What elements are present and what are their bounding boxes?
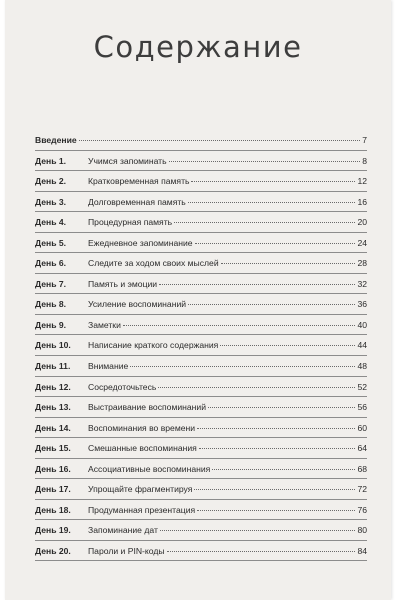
toc-page-number: 68 (357, 463, 367, 474)
dot-leader (169, 161, 361, 162)
dot-leader (191, 181, 355, 182)
toc-row (35, 294, 367, 315)
toc-chapter-title: Кратковременная память (88, 176, 190, 187)
dot-leader (197, 428, 355, 429)
toc-row (35, 151, 367, 172)
toc-day-label: День 16. (35, 463, 71, 474)
toc-day-label: День 15. (35, 443, 71, 454)
toc-chapter-title: Усиление воспоминаний (88, 299, 187, 310)
toc-chapter-title: Продуманная презентация (88, 504, 196, 515)
toc-page-number: 80 (357, 525, 367, 536)
toc-day-label: День 11. (35, 361, 71, 372)
toc-page-number: 20 (357, 217, 367, 228)
toc-day-label: День 7. (35, 278, 67, 289)
toc-row (35, 541, 367, 562)
toc-day-label: День 9. (35, 319, 67, 330)
dot-leader (197, 510, 355, 511)
toc-chapter-title: Ассоциативные воспоминания (88, 463, 211, 474)
toc-page-number: 56 (357, 402, 367, 413)
toc-chapter-title: Внимание (88, 361, 129, 372)
toc-day-label: День 17. (35, 484, 71, 495)
dot-leader (220, 345, 355, 346)
toc-chapter-title: Пароли и PIN-коды (88, 545, 165, 556)
toc-day-label: День 12. (35, 381, 71, 392)
dot-leader (188, 304, 355, 305)
toc-row (35, 397, 367, 418)
toc-day-label: День 1. (35, 155, 67, 166)
toc-chapter-title: Память и эмоции (88, 278, 158, 289)
toc-chapter-title: Следите за ходом своих мыслей (88, 258, 219, 269)
dot-leader (79, 140, 361, 141)
toc-day-label: День 10. (35, 340, 71, 351)
toc-row (35, 459, 367, 480)
toc-chapter-title: Смешанные воспоминания (88, 443, 197, 454)
toc-row (35, 438, 367, 459)
toc-chapter-title: Упрощайте фрагментируя (88, 484, 193, 495)
dot-leader (208, 407, 355, 408)
dot-leader (123, 325, 356, 326)
dot-leader (212, 469, 355, 470)
toc-intro-page: 7 (362, 135, 367, 145)
toc-page-number: 36 (357, 299, 367, 310)
toc-day-label: День 14. (35, 422, 71, 433)
toc-day-label: День 4. (35, 217, 67, 228)
toc-row (35, 520, 367, 541)
dot-leader (199, 448, 356, 449)
toc-chapter-title: Написание краткого содержания (88, 340, 219, 351)
toc-day-label: День 5. (35, 237, 67, 248)
dot-leader (188, 202, 356, 203)
toc-chapter-title: Заметки (88, 319, 121, 330)
toc-page-number: 16 (357, 196, 367, 207)
toc-day-label: День 13. (35, 402, 71, 413)
toc-row (35, 274, 367, 295)
toc-page-number: 12 (357, 176, 367, 187)
toc-page-number: 60 (357, 422, 367, 433)
toc-page-number: 24 (357, 237, 367, 248)
toc-row (35, 253, 367, 274)
toc-day-label: День 6. (35, 258, 67, 269)
toc-row (35, 377, 367, 398)
toc-chapter-title: Ежедневное запоминание (88, 237, 193, 248)
dot-leader (195, 243, 356, 244)
dot-leader (174, 222, 355, 223)
toc-row-intro (35, 130, 367, 151)
table-of-contents (35, 130, 367, 561)
dot-leader (130, 366, 355, 367)
toc-row (35, 356, 367, 377)
toc-page-number: 8 (362, 155, 367, 166)
toc-chapter-title: Учимся запоминать (88, 155, 167, 166)
dot-leader (158, 387, 355, 388)
toc-page-number: 28 (357, 258, 367, 269)
toc-day-label: День 19. (35, 525, 71, 536)
toc-chapter-title: Долговременная память (88, 196, 186, 207)
dot-leader (159, 284, 355, 285)
toc-page-number: 64 (357, 443, 367, 454)
toc-row (35, 233, 367, 254)
toc-row (35, 192, 367, 213)
toc-chapter-title: Сосредоточьтесь (88, 381, 157, 392)
dot-leader (167, 551, 356, 552)
toc-page-number: 40 (357, 319, 367, 330)
toc-chapter-title: Процедурная память (88, 217, 173, 228)
toc-page-number: 44 (357, 340, 367, 351)
dot-leader (221, 263, 356, 264)
toc-chapter-title: Выстраивание воспоминаний (88, 402, 207, 413)
toc-day-label: День 20. (35, 545, 71, 556)
toc-intro-label: Введение (35, 135, 77, 145)
page-title: Содержание (93, 30, 303, 64)
toc-row (35, 212, 367, 233)
toc-page-number: 84 (357, 545, 367, 556)
toc-page-number: 76 (357, 504, 367, 515)
toc-row (35, 315, 367, 336)
book-page (5, 0, 391, 600)
toc-day-label: День 2. (35, 176, 67, 187)
toc-row (35, 335, 367, 356)
dot-leader (194, 489, 355, 490)
toc-day-label: День 18. (35, 504, 71, 515)
toc-row (35, 418, 367, 439)
toc-page-number: 52 (357, 381, 367, 392)
toc-row (35, 479, 367, 500)
toc-row (35, 500, 367, 521)
dot-leader (160, 530, 356, 531)
toc-page-number: 32 (357, 278, 367, 289)
toc-row (35, 171, 367, 192)
toc-day-label: День 3. (35, 196, 67, 207)
toc-page-number: 72 (357, 484, 367, 495)
toc-page-number: 48 (357, 361, 367, 372)
toc-chapter-title: Воспоминания во времени (88, 422, 196, 433)
toc-chapter-title: Запоминание дат (88, 525, 158, 536)
toc-day-label: День 8. (35, 299, 67, 310)
row-divider (35, 560, 367, 561)
